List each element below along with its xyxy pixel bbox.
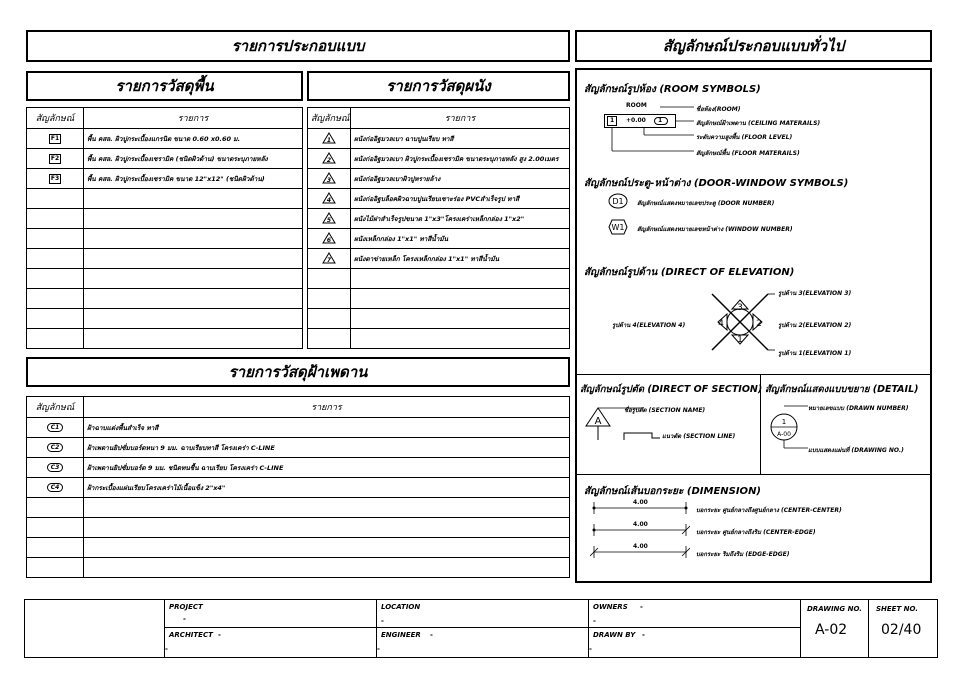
architect-dash: - xyxy=(165,645,168,653)
room-label-level: ระดับความสูงพื้น (FLOOR LEVEL) xyxy=(696,134,793,141)
dimension-divider-top xyxy=(575,474,932,475)
ceiling-title-text: รายการวัสดุฝ้าเพดาน xyxy=(228,363,368,381)
table-row xyxy=(308,249,570,269)
ceiling-table xyxy=(26,396,570,578)
detail-symbol-icon xyxy=(770,402,810,452)
drawnby-dash: - xyxy=(589,645,592,653)
floor-code: F2 xyxy=(50,154,60,162)
section-title: สัญลักษณ์รูปตัด (DIRECT OF SECTION) xyxy=(580,384,763,395)
table-row xyxy=(27,289,303,309)
location-value: - xyxy=(381,617,384,625)
wall-item: ผนังก่ออิฐมวลเบาผิวปูหรายล้าง xyxy=(351,169,570,189)
section-divider-top xyxy=(575,374,932,375)
table-row xyxy=(27,149,303,169)
wall-triangle-icon xyxy=(322,192,336,204)
architect-label: ARCHITECT xyxy=(169,631,213,639)
table-row xyxy=(308,169,570,189)
elevation-title: สัญลักษณ์รูปด้าน (DIRECT OF ELEVATION) xyxy=(584,267,795,278)
elevation-e4: รูปด้าน 4(ELEVATION 4) xyxy=(612,322,686,329)
header-left-text: รายการประกอบแบบ xyxy=(231,37,365,55)
table-row xyxy=(27,498,570,518)
room-word: ROOM xyxy=(626,102,647,109)
wall-col-symbol: สัญลักษณ์ xyxy=(308,108,351,129)
table-row xyxy=(27,478,570,498)
floor-code-number: 1 xyxy=(610,117,615,124)
table-row xyxy=(308,149,570,169)
wall-code: 7 xyxy=(326,256,332,264)
wall-item: ผนังก่ออิฐมวลเบา ผิวปูกระเบื้องเซรามิค ขนาดระบุภายหลัง สูง 2.00เมตร xyxy=(351,149,570,169)
wall-code: 2 xyxy=(326,156,332,164)
ceiling-code: C2 xyxy=(47,443,64,452)
table-row xyxy=(308,329,570,349)
detail-sheet: A-00 xyxy=(777,431,791,438)
wall-col-items: รายการ xyxy=(351,108,570,129)
floor-title xyxy=(26,71,303,101)
wall-title-text: รายการวัสดุผนัง xyxy=(386,77,491,95)
floor-col-symbol: สัญลักษณ์ xyxy=(27,108,84,129)
room-level: +0.00 xyxy=(626,117,646,124)
tb-v4 xyxy=(800,599,801,658)
detail-title: สัญลักษณ์แสดงแบบขยาย (DETAIL) xyxy=(765,384,919,395)
wall-item: ผนังเหล็กกล่อง 1"x1" ทาสีน้ำมัน xyxy=(351,229,570,249)
detail-drawing-no: แบบแสดงแผ่นที่ (DRAWING NO.) xyxy=(808,447,904,454)
dimension-text: บอกระยะ ริมถึงริม (EDGE-EDGE) xyxy=(696,551,790,558)
table-row xyxy=(308,289,570,309)
table-row xyxy=(27,249,303,269)
dimension-value: 4.00 xyxy=(633,543,648,550)
table-row xyxy=(27,329,303,349)
floor-item: พื้น คสล. ผิวปูกระเบื้องเซรามิค ขนาด 12"x12" (ชนิดผิวด้าน) xyxy=(84,169,303,189)
table-row xyxy=(308,189,570,209)
ceiling-oval-number: 1 xyxy=(658,117,663,124)
elevation-e2: รูปด้าน 2(ELEVATION 2) xyxy=(778,322,852,329)
floor-header-row xyxy=(27,108,303,129)
wall-triangle-icon xyxy=(322,172,336,184)
room-leader-lines xyxy=(604,100,696,156)
detail-num: 1 xyxy=(781,418,787,426)
tb-h1 xyxy=(164,627,800,628)
elevation-n3: 3 xyxy=(737,303,743,313)
door-code: D1 xyxy=(612,197,624,206)
wall-item: ผนังตาข่ายเหล็ก โครงเหล็กกล่อง 1"x1" ทาสีน้ำมัน xyxy=(351,249,570,269)
door-title: สัญลักษณ์ประตู-หน้าต่าง (DOOR-WINDOW SYMBOLS) xyxy=(584,178,849,189)
ceiling-code: C4 xyxy=(47,483,64,492)
table-row xyxy=(27,189,303,209)
project-value: - xyxy=(183,615,186,623)
dimension-text: บอกระยะ ศูนย์กลางถึงศูนย์กลาง (CENTER-CENTER) xyxy=(696,507,842,514)
table-row xyxy=(308,269,570,289)
location-label: LOCATION xyxy=(381,603,421,611)
elevation-symbol-icon xyxy=(700,282,780,362)
door-symbol-icon xyxy=(608,193,628,209)
floor-table xyxy=(26,107,303,349)
elevation-e1: รูปด้าน 1(ELEVATION 1) xyxy=(778,350,852,357)
ceiling-title xyxy=(26,357,570,387)
window-text: สัญลักษณ์แสดงหมายเลขหน้าต่าง (WINDOW NUMBER) xyxy=(637,226,793,233)
floor-col-items: รายการ xyxy=(84,108,303,129)
table-row xyxy=(27,558,570,578)
table-row xyxy=(27,418,570,438)
wall-header-row xyxy=(308,108,570,129)
ceiling-code: C1 xyxy=(47,423,64,432)
elevation-n1: 1 xyxy=(737,335,743,345)
section-name: ชื่อรูปตัด (SECTION NAME) xyxy=(624,407,706,414)
wall-item: ผนังก่ออิฐมวลเบา ฉาบปูนเรียบ ทาสี xyxy=(351,129,570,149)
elevation-n2: 2 xyxy=(756,319,762,329)
floor-item: พื้น คสล. ผิวปูกระเบื้องเซรามิค (ชนิดผิวด้าน) ขนาดระบุภายหลัง xyxy=(84,149,303,169)
room-title: สัญลักษณ์รูปห้อง (ROOM SYMBOLS) xyxy=(584,84,761,95)
ceiling-col-symbol: สัญลักษณ์ xyxy=(27,397,84,418)
dimension-value: 4.00 xyxy=(633,499,648,506)
drawing-no: A-02 xyxy=(815,622,848,638)
table-row xyxy=(308,309,570,329)
wall-item: ผนังก่ออิฐบล็อคผิวฉาบปูนเรียบเซาะร่อง PVCสำเร็จรูป ทาสี xyxy=(351,189,570,209)
wall-title xyxy=(307,71,570,101)
floor-item: พื้น คสล. ผิวปูกระเบื้องแกรนิต ขนาด 0.60 x0.60 ม. xyxy=(84,129,303,149)
table-row xyxy=(27,269,303,289)
wall-code: 4 xyxy=(326,196,332,204)
ceiling-header-row xyxy=(27,397,570,418)
wall-item: ผนังไม้ฝาสำเร็จรูปขนาด 1"x3"โครงเคร่าเหล็กกล่อง 1"x2" xyxy=(351,209,570,229)
table-row xyxy=(308,209,570,229)
owners-dash: - xyxy=(593,617,596,625)
room-label-ceiling: สัญลักษณ์ฝ้าเพดาน (CEILING MATERAILS) xyxy=(696,120,821,127)
drawnby-label: DRAWN BY xyxy=(593,631,636,639)
wall-table xyxy=(307,107,570,349)
table-row xyxy=(27,169,303,189)
table-row xyxy=(27,438,570,458)
table-row xyxy=(308,129,570,149)
table-row xyxy=(27,458,570,478)
door-text: สัญลักษณ์แสดงหมายเลขประตู (DOOR NUMBER) xyxy=(637,200,775,207)
header-right-text: สัญลักษณ์ประกอบแบบทั่วไป xyxy=(662,37,845,55)
section-letter: A xyxy=(594,416,602,427)
room-label-floor: สัญลักษณ์พื้น (FLOOR MATERAILS) xyxy=(696,150,800,157)
wall-triangle-icon xyxy=(322,232,336,244)
wall-code: 3 xyxy=(326,176,332,184)
table-row xyxy=(27,129,303,149)
window-code: W1 xyxy=(611,223,625,232)
ceiling-item: ฝ้ากระเบื้องแผ่นเรียบโครงเคร่าไม้เนื้อแข็ง 2"x4" xyxy=(84,478,570,498)
ceiling-item: ฝ้าเพดานยิปซั่มบอร์ด 9 มม. ชนิดทนชื้น ฉาบเรียบ โครงเคร่า C-LINE xyxy=(84,458,570,478)
tb-v5 xyxy=(868,599,869,658)
wall-code: 5 xyxy=(326,216,332,224)
architect-value: - xyxy=(218,631,221,639)
ceiling-code: C3 xyxy=(47,463,64,472)
drawnby-value: - xyxy=(642,631,645,639)
floor-code: F1 xyxy=(50,134,60,142)
room-label-name: ชื่อห้อง(ROOM) xyxy=(696,106,741,113)
floor-code: F3 xyxy=(50,174,60,182)
section-line-label: แนวตัด (SECTION LINE) xyxy=(662,433,736,440)
wall-triangle-icon xyxy=(322,212,336,224)
table-row xyxy=(27,518,570,538)
engineer-value: - xyxy=(430,631,433,639)
header-left xyxy=(26,30,570,62)
dimension-value: 4.00 xyxy=(633,521,648,528)
table-row xyxy=(27,209,303,229)
engineer-dash: - xyxy=(377,645,380,653)
table-row xyxy=(27,309,303,329)
table-row xyxy=(308,229,570,249)
floor-title-text: รายการวัสดุพื้น xyxy=(115,77,214,95)
wall-triangle-icon xyxy=(322,252,336,264)
elevation-e3: รูปด้าน 3(ELEVATION 3) xyxy=(778,290,852,297)
detail-drawn-number: หมายเลขแบบ (DRAWN NUMBER) xyxy=(808,405,909,412)
dimension-text: บอกระยะ ศูนย์กลางถึงริม (CENTER-EDGE) xyxy=(696,529,816,536)
drawing-no-label: DRAWING NO. xyxy=(807,605,862,613)
sheet-no-label: SHEET NO. xyxy=(876,605,918,613)
table-row xyxy=(27,538,570,558)
dimension-title: สัญลักษณ์เส้นบอกระยะ (DIMENSION) xyxy=(584,486,762,497)
ceiling-item: ฝ้าฉาบแต่งพื้นสำเร็จ ทาสี xyxy=(84,418,570,438)
ceiling-item: ฝ้าเพดานยิปซั่มบอร์ดหนา 9 มม. ฉาบเรียบทาสี โครงเคร่า C-LINE xyxy=(84,438,570,458)
wall-code: 1 xyxy=(326,136,332,144)
engineer-label: ENGINEER xyxy=(381,631,421,639)
elevation-n4: 4 xyxy=(718,319,724,329)
window-symbol-icon xyxy=(608,219,628,235)
sheet-no: 02/40 xyxy=(881,622,922,638)
project-label: PROJECT xyxy=(169,603,203,611)
owners-label: OWNERS xyxy=(593,603,628,611)
ceiling-col-items: รายการ xyxy=(84,397,570,418)
table-row xyxy=(27,229,303,249)
wall-code: 6 xyxy=(326,236,332,244)
header-right xyxy=(575,30,932,62)
wall-triangle-icon xyxy=(322,132,336,144)
wall-triangle-icon xyxy=(322,152,336,164)
owners-value: - xyxy=(640,603,643,611)
